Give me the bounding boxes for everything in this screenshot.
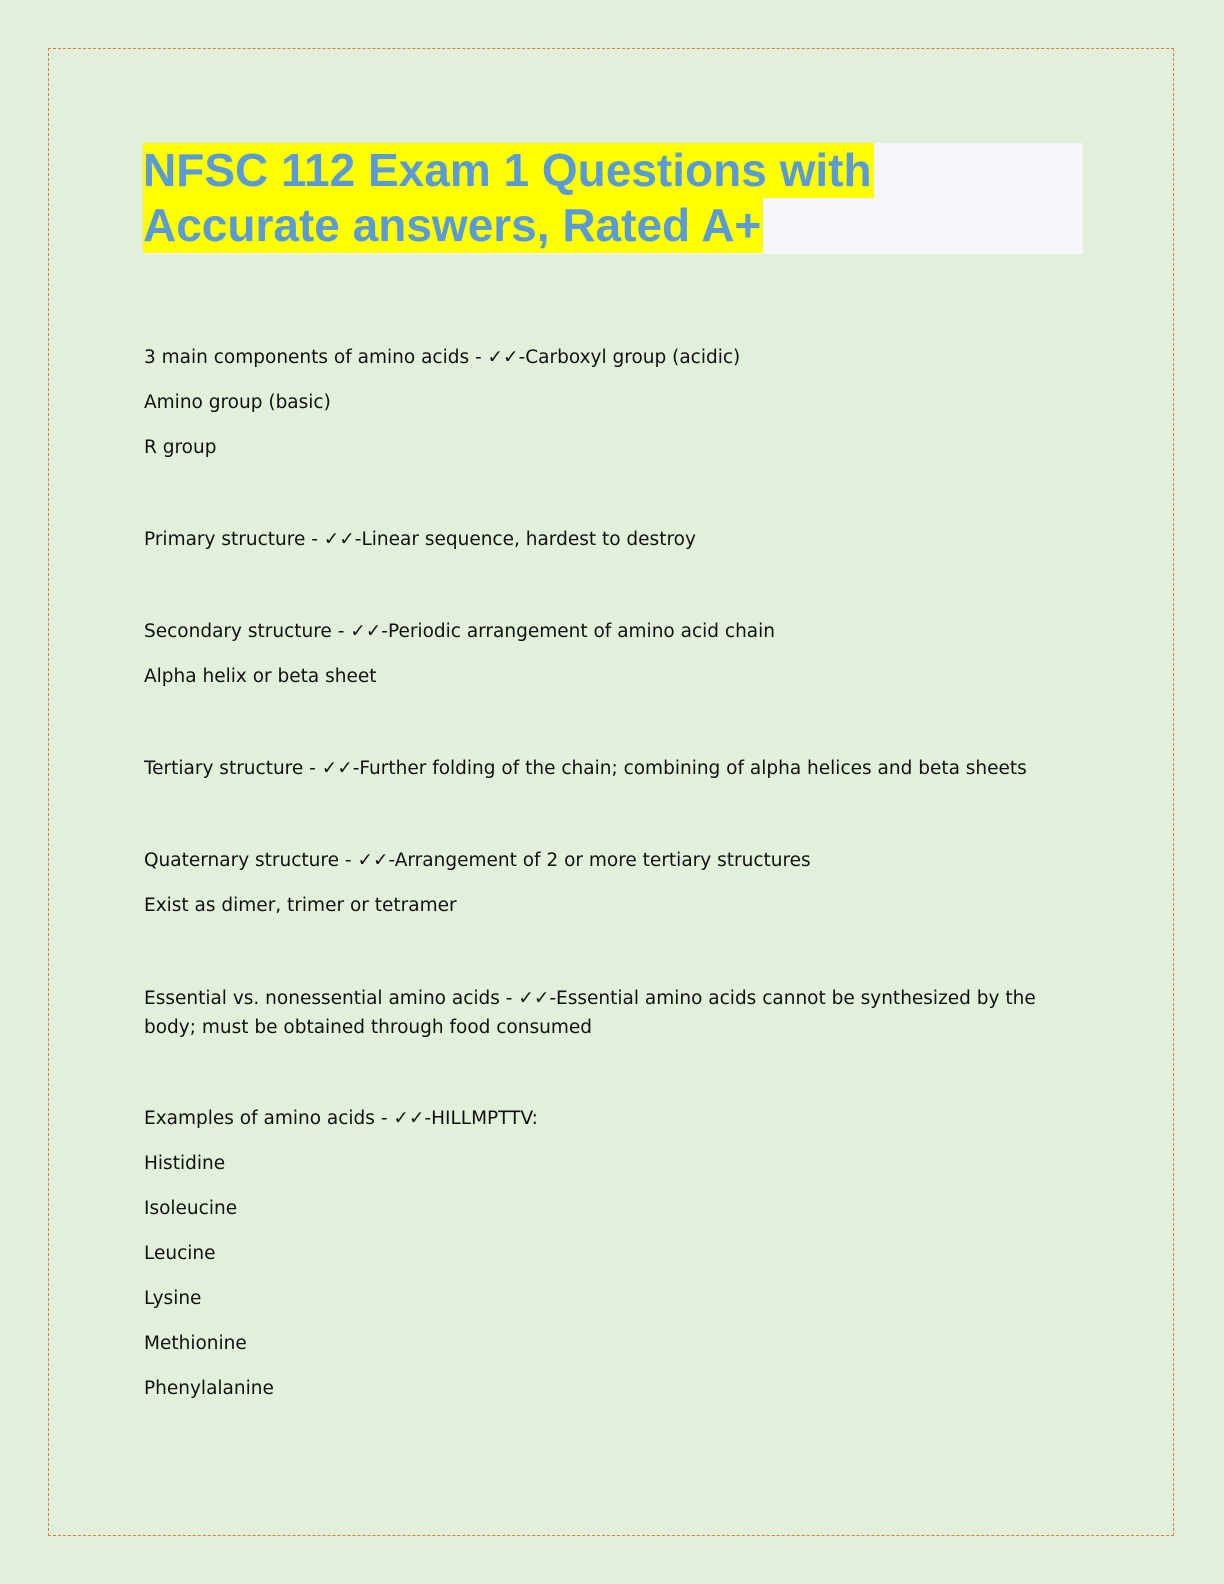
answer-text: -Linear sequence, hardest to destroy [354,529,696,550]
answer-line: Alpha helix or beta sheet [144,666,377,687]
answer-line: Leucine [144,1243,216,1264]
spacer [144,800,1084,847]
spacer [144,571,1084,618]
document-body [144,344,1084,1420]
question-text: Tertiary structure - [144,758,322,779]
spacer [144,937,1084,984]
title-line-1: NFSC 112 Exam 1 Questions with [143,144,872,196]
answer-text: -Further folding of the chain; combining of alpha helices and beta sheets [352,758,1027,779]
check-icon: ✓✓ [393,1108,425,1129]
answer-line: Isoleucine [144,1198,238,1219]
check-icon: ✓✓ [487,347,519,368]
qa-entry [144,984,1084,1042]
answer-text: -HILLMPTTV: [424,1108,538,1129]
spacer [144,1058,1084,1105]
qa-entry [144,1105,1084,1150]
qa-entry [144,847,1084,892]
question-text: 3 main components of amino acids - [144,347,488,368]
qa-entry [144,618,1084,663]
answer-line: Exist as dimer, trimer or tetramer [144,895,457,916]
answer-text: -Periodic arrangement of amino acid chain [381,621,775,642]
qa-entry [144,344,1084,389]
check-icon: ✓✓ [321,758,353,779]
answer-line: Lysine [144,1288,202,1309]
title-line-2: Accurate answers, Rated A+ [143,199,762,251]
answer-text: -Arrangement of 2 or more tertiary structures [388,850,811,871]
question-text: Primary structure - [144,529,324,550]
answer-line: Methionine [144,1333,247,1354]
spacer [144,708,1084,755]
answer-text: -Carboxyl group (acidic) [518,347,741,368]
answer-line: Amino group (basic) [144,392,331,413]
question-text: Secondary structure - [144,621,351,642]
document-title [143,143,1083,254]
check-icon: ✓✓ [357,850,389,871]
question-text: Quaternary structure - [144,850,358,871]
answer-line: Histidine [144,1153,226,1174]
check-icon: ✓✓ [350,621,382,642]
question-text: Essential vs. nonessential amino acids - [144,988,519,1009]
qa-entry [144,526,1084,571]
check-icon: ✓✓ [518,988,550,1009]
answer-line: R group [144,437,217,458]
question-text: Examples of amino acids - [144,1108,394,1129]
spacer [144,479,1084,526]
answer-text: -Essential amino acids cannot be synthesized by the body; must be obtained through food consumed [144,988,1036,1038]
answer-line: Phenylalanine [144,1378,274,1399]
check-icon: ✓✓ [323,529,355,550]
qa-entry [144,755,1084,800]
